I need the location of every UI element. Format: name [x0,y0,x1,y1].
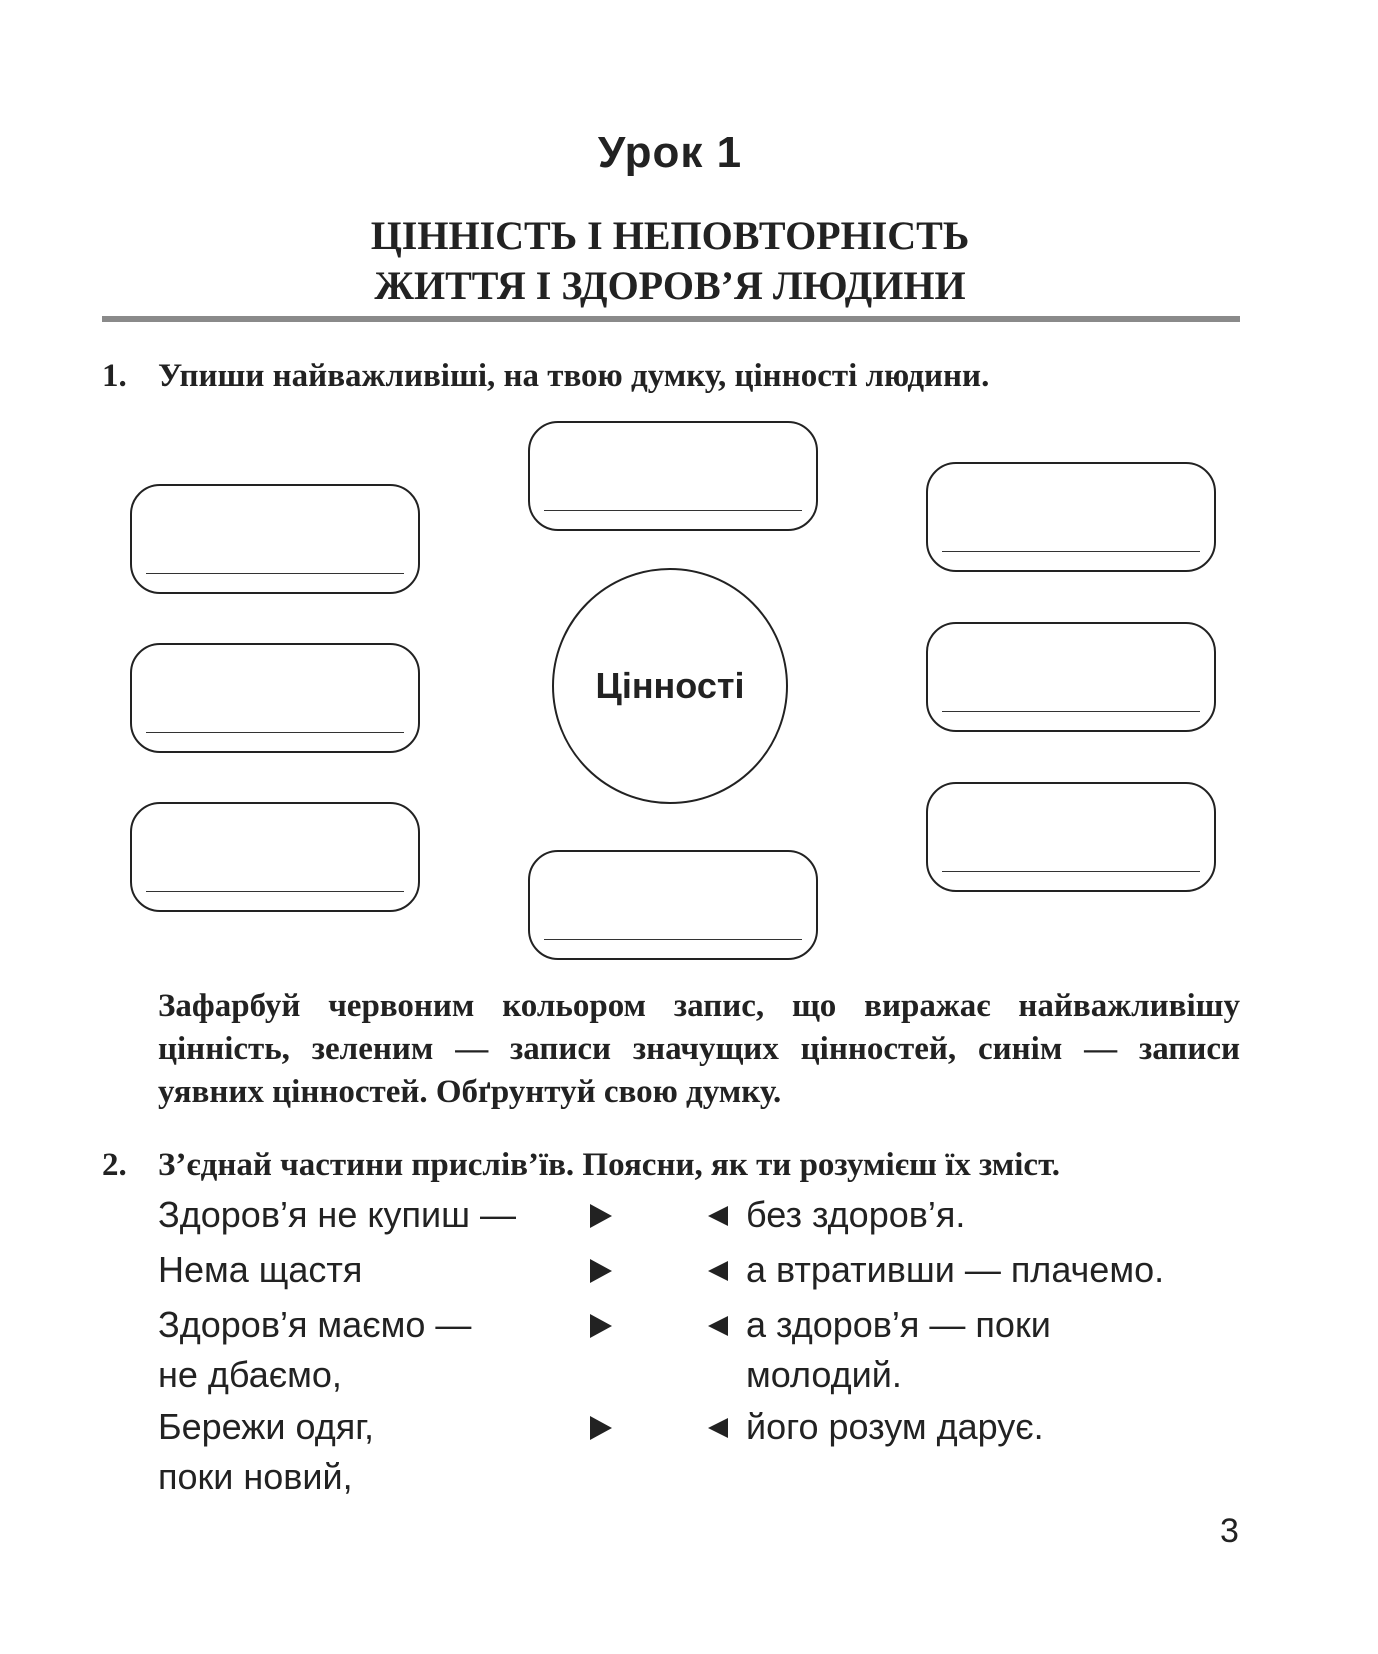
proverb-right-1 [746,1190,965,1240]
topic-title-line2: ЖИТТЯ І ЗДОРОВ’Я ЛЮДИНИ [374,263,966,308]
value-answer-box-left-1[interactable] [130,484,420,594]
proverb-left-1 [158,1190,516,1240]
topic-title-line1: ЦІННІСТЬ І НЕПОВТОРНІСТЬ [370,213,970,258]
task2-heading [102,1147,1060,1184]
value-answer-box-right-3[interactable] [926,782,1216,892]
proverb-right-3-line1: а здоров’я — поки [746,1304,1051,1345]
proverb-left-2 [158,1245,362,1295]
values-center-label: Цінності [595,665,745,706]
proverb-left-4 [158,1402,374,1502]
proverb-left-4-line2: поки новий, [158,1456,353,1497]
proverb-right-2 [746,1245,1164,1295]
proverb-right-3 [746,1300,1051,1400]
value-answer-box-right-1[interactable] [926,462,1216,572]
value-answer-box-bottom[interactable] [528,850,818,960]
match-arrow-left-3[interactable] [708,1316,728,1336]
proverb-left-4-line1: Бережи одяг, [158,1406,374,1447]
task1-number: 1. [102,358,127,394]
page-number: 3 [1220,1512,1239,1550]
proverb-left-3 [158,1300,471,1400]
task1-text: Упиши найважливіші, на твою думку, цінності людини. [158,358,990,394]
match-arrow-right-3[interactable] [590,1314,612,1338]
match-arrow-right-4[interactable] [590,1416,612,1440]
proverb-left-3-line1: Здоров’я маємо — [158,1304,472,1345]
match-arrow-left-4[interactable] [708,1418,728,1438]
task1-heading [102,358,989,395]
values-center-circle [552,568,788,804]
value-answer-box-right-2[interactable] [926,622,1216,732]
task2-number: 2. [102,1147,127,1183]
title-divider [102,316,1240,322]
value-answer-box-left-3[interactable] [130,802,420,912]
task1-instruction: Зафарбуй червоним кольором запис, що виражає найважливішу цінність, зеленим — записи значущих цінностей, синім — записи уявних цінностей. Обґрунтуй свою думку. [158,988,1240,1110]
proverb-right-2-text: а втративши — плачемо. [746,1249,1165,1290]
proverb-right-3-line2: молодий. [746,1354,902,1395]
value-answer-box-top[interactable] [528,421,818,531]
match-arrow-left-1[interactable] [708,1206,728,1226]
match-arrow-right-1[interactable] [590,1204,612,1228]
lesson-title: Урок 1 [597,128,743,177]
value-answer-box-left-2[interactable] [130,643,420,753]
task2-text: З’єднай частини прислів’їв. Поясни, як ти розумієш їх зміст. [158,1147,1061,1183]
match-arrow-left-2[interactable] [708,1261,728,1281]
proverb-left-1-text: Здоров’я не купиш — [158,1194,516,1235]
proverb-right-1-text: без здоров’я. [746,1194,966,1235]
proverb-right-4-text: його розум дарує. [746,1406,1044,1447]
proverb-right-4 [746,1402,1044,1452]
proverb-left-2-text: Нема щастя [158,1249,363,1290]
proverb-left-3-line2: не дбаємо, [158,1354,342,1395]
match-arrow-right-2[interactable] [590,1259,612,1283]
